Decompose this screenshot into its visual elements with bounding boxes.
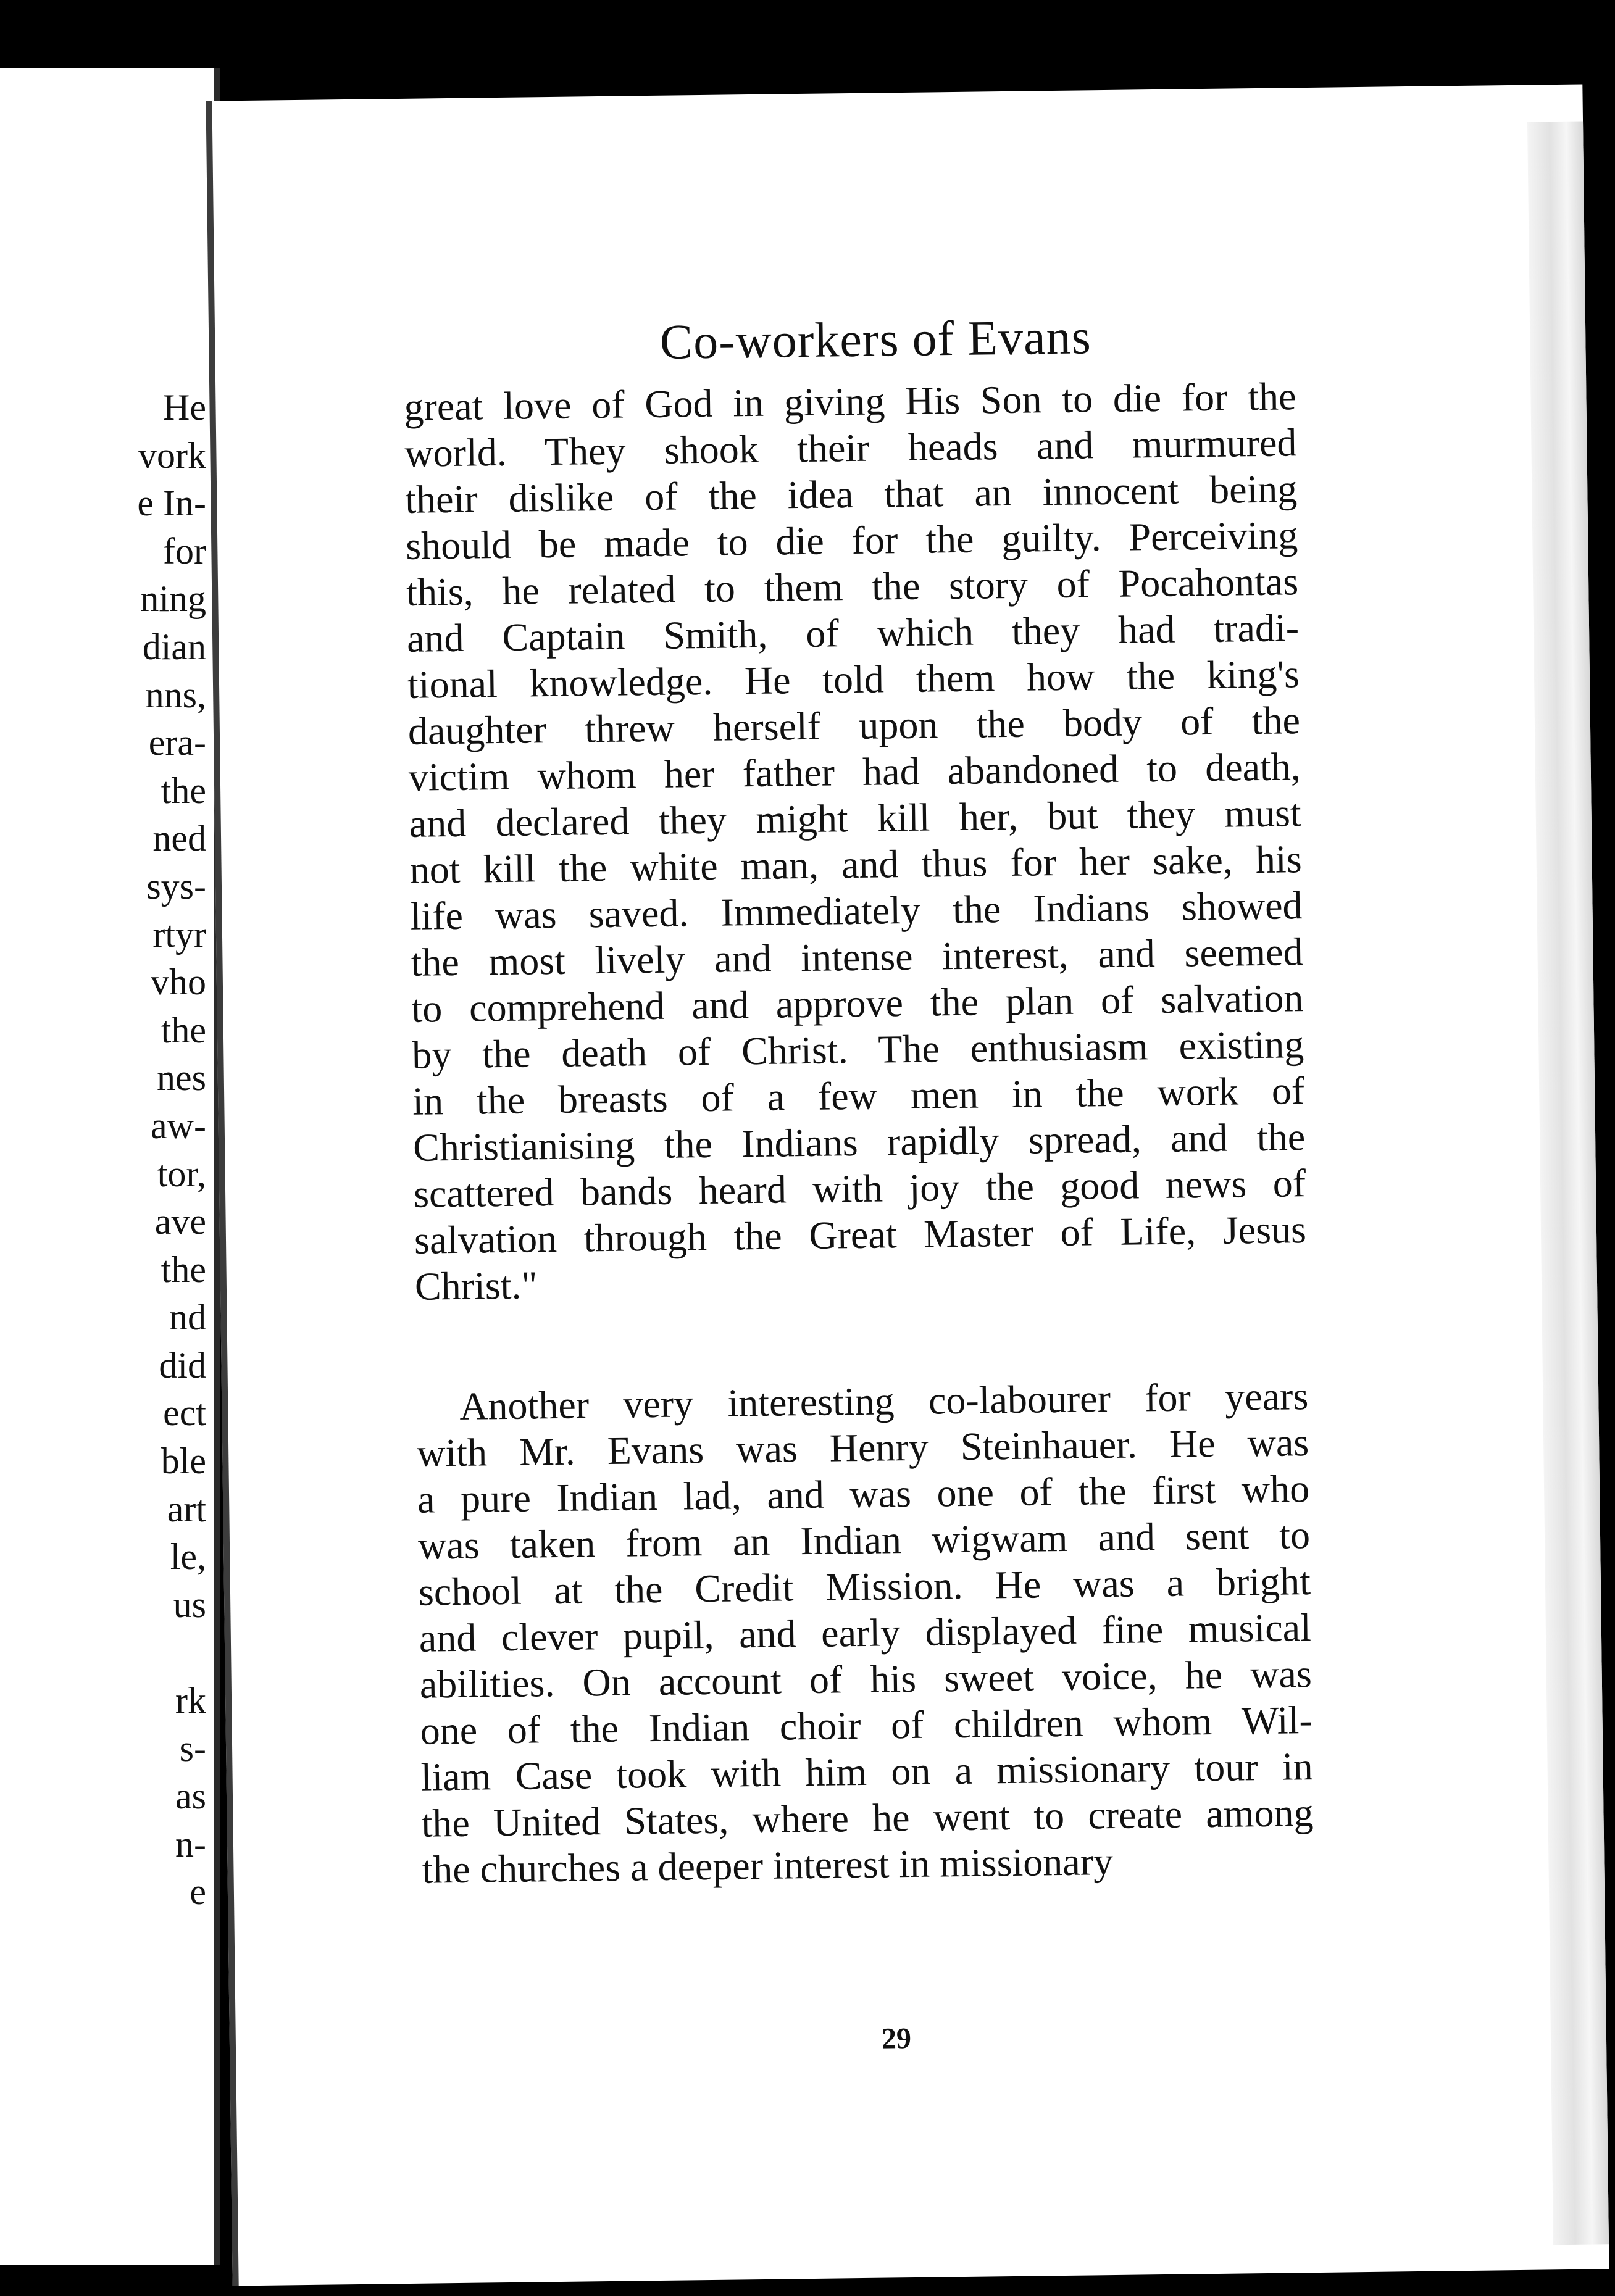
left-page-fragment: as	[175, 1776, 206, 1817]
left-page-fragment: the	[161, 770, 206, 811]
left-page-fragment: s-	[179, 1728, 206, 1769]
text-line: a pure Indian lad, and was one of the first who	[417, 1466, 1310, 1521]
right-page	[206, 85, 1609, 2286]
text-line: and clever pupil, and early displayed fine musical	[419, 1605, 1312, 1660]
left-page-fragment: dian	[142, 626, 206, 667]
left-page-fragment: ect	[163, 1392, 206, 1434]
text-line: the most lively and intense interest, and seemed	[411, 930, 1303, 984]
text-line: their dislike of the idea that an innocent being	[404, 467, 1298, 522]
text-line: world. They shook their heads and murmured	[404, 420, 1297, 475]
left-page-fragment: nes	[157, 1057, 206, 1099]
page-number: 29	[881, 2022, 912, 2055]
left-page-fragment: n-	[175, 1823, 206, 1865]
running-head: Co-workers of Evans	[659, 310, 1092, 370]
left-page-fragment: us	[173, 1584, 206, 1625]
left-page-fragment: ned	[152, 818, 206, 859]
text-line: scattered bands heard with joy the good news of	[413, 1161, 1306, 1216]
paragraph-2	[416, 1373, 1314, 1893]
text-line: by the death of Christ. The enthusiasm existing	[411, 1022, 1304, 1077]
left-page-text-fragments	[0, 384, 206, 1916]
left-page-fragment: era-	[148, 722, 206, 763]
text-line: daughter threw herself upon the body of the	[407, 698, 1301, 753]
left-page-fragment: e	[190, 1871, 206, 1913]
text-line: liam Case took with him on a missionary tour in	[420, 1744, 1313, 1799]
text-line: great love of God in giving His Son to die for the	[404, 374, 1296, 429]
left-page-fragment: le,	[170, 1536, 206, 1578]
text-line: with Mr. Evans was Henry Steinhauer. He was	[416, 1420, 1309, 1475]
text-line: should be made to die for the guilty. Perceiving	[405, 513, 1298, 568]
text-line: to comprehend and approve the plan of salvation	[411, 976, 1304, 1031]
text-line: abilities. On account of his sweet voice, he was	[419, 1652, 1312, 1707]
text-line: Another very interesting co-labourer for years	[459, 1374, 1309, 1428]
text-line: one of the Indian choir of children whom Wil-	[420, 1698, 1313, 1753]
left-page-fragment: e In-	[137, 483, 206, 524]
left-page-fragment: ning	[140, 578, 206, 620]
text-line: Christianising the Indians rapidly spread, and the	[412, 1115, 1306, 1170]
left-page-fragment: did	[159, 1344, 206, 1386]
text-line: salvation through the Great Master of Life, Jesus	[414, 1207, 1307, 1262]
left-page-fragment: vho	[151, 962, 206, 1003]
text-line: life was saved. Immediately the Indians showed	[410, 883, 1303, 938]
left-page-fragment: He	[163, 387, 206, 428]
text-line: victim whom her father had abandoned to death,	[408, 744, 1301, 799]
paragraph-gap	[415, 1299, 1308, 1384]
paragraph-1	[404, 373, 1307, 1310]
left-page-fragment: nd	[169, 1297, 206, 1338]
text-line: school at the Credit Mission. He was a bright	[418, 1559, 1311, 1614]
text-line: Christ."	[414, 1263, 538, 1308]
text-line: the churches a deeper interest in missionary	[422, 1839, 1114, 1892]
text-line: in the breasts of a few men in the work of	[412, 1068, 1305, 1123]
left-page-fragment: aw-	[151, 1105, 206, 1146]
text-line: this, he related to them the story of Pocahontas	[406, 559, 1299, 614]
left-page-fragment: art	[167, 1488, 206, 1529]
left-page-fragment: nns,	[145, 674, 206, 715]
left-page-fragment: rk	[175, 1680, 206, 1721]
left-page-fragment: the	[161, 1249, 206, 1290]
text-line: was taken from an Indian wigwam and sent to	[417, 1513, 1311, 1568]
left-page-fragment: tor,	[157, 1153, 206, 1194]
left-page-fragment: for	[163, 530, 206, 572]
left-page-fragment: the	[161, 1009, 206, 1050]
page-edge	[1527, 122, 1609, 2245]
text-line: and Captain Smith, of which they had tradi-	[406, 605, 1300, 660]
left-page-fragment: rtyr	[152, 913, 206, 955]
text-line: the United States, where he went to create among	[421, 1791, 1314, 1845]
left-page-fragment: ave	[154, 1201, 206, 1242]
left-page-fragment: sys-	[146, 865, 206, 907]
body-text	[404, 373, 1314, 1892]
left-page	[0, 68, 220, 2265]
text-line: tional knowledge. He told them how the king's	[407, 652, 1300, 707]
left-page-fragment: vork	[138, 435, 206, 476]
left-page-fragment: ble	[161, 1441, 206, 1482]
left-page-fragment	[0, 1629, 206, 1677]
text-line: and declared they might kill her, but they must	[409, 791, 1302, 846]
text-line: not kill the white man, and thus for her sake, his	[409, 837, 1303, 892]
